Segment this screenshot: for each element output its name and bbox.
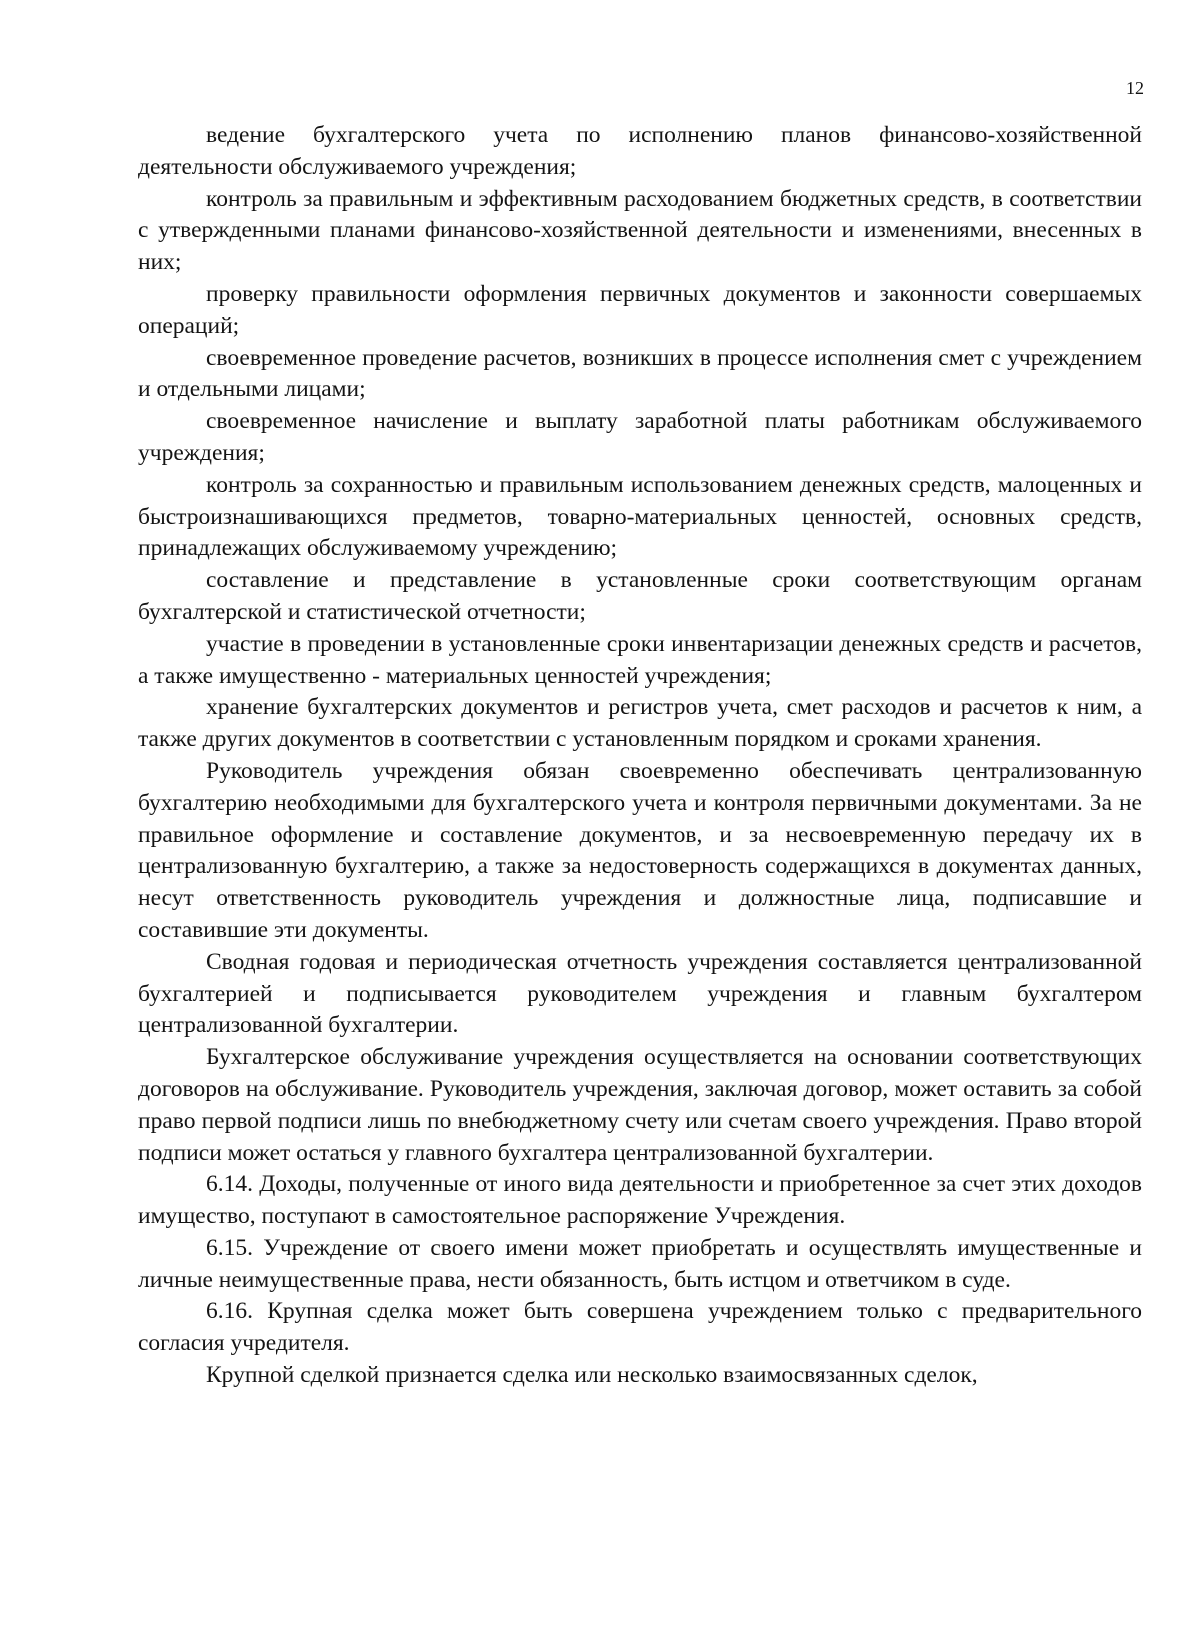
- paragraph: ведение бухгалтерского учета по исполнению планов финансово-хозяйственной деятельности обслуживаемого учреждения;: [138, 122, 1142, 180]
- paragraph: 6.15. Учреждение от своего имени может приобретать и осуществлять имущественные и личные неимущественные права, нести обязанность, быть истцом и ответчиком в суде.: [138, 1234, 1142, 1293]
- document-body: [138, 120, 1142, 1392]
- paragraph: 6.14. Доходы, полученные от иного вида деятельности и приобретенное за счет этих доходов имущество, поступают в самостоятельное распоряжение Учреждения.: [138, 1171, 1142, 1230]
- paragraph: участие в проведении в установленные сроки инвентаризации денежных средств и расчетов, а также имущественно - материальных ценностей учреждения;: [138, 630, 1142, 689]
- paragraph: Сводная годовая и периодическая отчетность учреждения составляется централизованной бухгалтерией и подписывается руководителем учреждения и главным бухгалтером централизованной бухгалтерии.: [138, 948, 1142, 1039]
- paragraph: хранение бухгалтерских документов и регистров учета, смет расходов и расчетов к ним, а также других документов в соответствии с установленным порядком и сроками хранения.: [138, 694, 1142, 753]
- paragraph: проверку правильности оформления первичных документов и законности совершаемых операций;: [138, 280, 1142, 339]
- paragraph: своевременное проведение расчетов, возникших в процессе исполнения смет с учреждением и отдельными лицами;: [138, 344, 1142, 403]
- paragraph: Бухгалтерское обслуживание учреждения осуществляется на основании соответствующих договоров на обслуживание. Руководитель учреждения, заключая договор, может оставить за собой право первой подписи лишь по внебюджетному счету или счетам своего учреждения. Право второй подписи может остаться у главного бухгалтера централизованной бухгалтерии.: [138, 1044, 1142, 1166]
- paragraph: своевременное начисление и выплату заработной платы работникам обслуживаемого учреждения;: [138, 408, 1142, 466]
- paragraph: Крупной сделкой признается сделка или несколько взаимосвязанных сделок,: [206, 1362, 978, 1389]
- paragraph: 6.16. Крупная сделка может быть совершена учреждением только с предварительного согласия учредителя.: [138, 1298, 1142, 1357]
- paragraph: Руководитель учреждения обязан своевременно обеспечивать централизованную бухгалтерию необходимыми для бухгалтерского учета и контроля первичными документами. За не правильное оформление и составление документов, и за несвоевременную передачу их в централизованную бухгалтерию, а также за недостоверность содержащихся в документах данных, несут ответственность руководитель учреждения и должностные лица, подписавшие и составившие эти документы.: [138, 757, 1142, 943]
- paragraph: контроль за сохранностью и правильным использованием денежных средств, малоценных и быстроизнашивающихся предметов, товарно-материальных ценностей, основных средств, принадлежащих обслуживаемому учреждению;: [138, 471, 1142, 562]
- paragraph: составление и представление в установленные сроки соответствующим органам бухгалтерской и статистической отчетности;: [138, 567, 1142, 625]
- page-number: 12: [1126, 78, 1144, 98]
- paragraph: контроль за правильным и эффективным расходованием бюджетных средств, в соответствии с утвержденными планами финансово-хозяйственной деятельности и изменениями, внесенных в них;: [138, 185, 1142, 276]
